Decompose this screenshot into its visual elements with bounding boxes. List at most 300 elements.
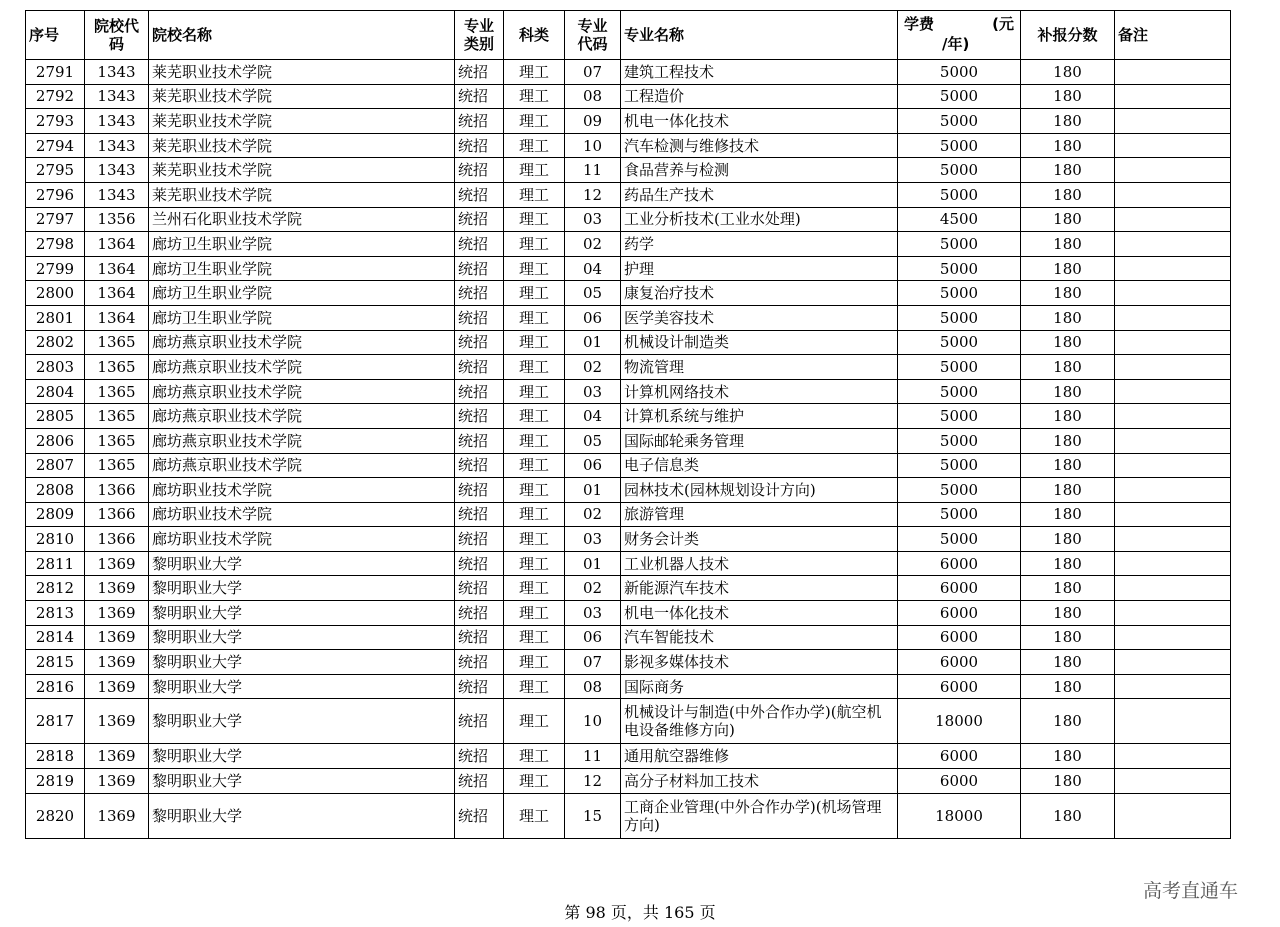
cell-major-code: 15 bbox=[565, 793, 621, 838]
table-row bbox=[26, 625, 1231, 650]
cell-score: 180 bbox=[1021, 60, 1115, 85]
cell-seq: 2799 bbox=[26, 256, 85, 281]
cell-major-type: 统招 bbox=[455, 478, 504, 503]
cell-seq: 2812 bbox=[26, 576, 85, 601]
cell-tuition: 6000 bbox=[898, 769, 1021, 794]
cell-major-name: 机械设计制造类 bbox=[621, 330, 898, 355]
cell-score: 180 bbox=[1021, 305, 1115, 330]
cell-note bbox=[1115, 793, 1231, 838]
cell-school-code: 1364 bbox=[85, 281, 149, 306]
cell-tuition: 5000 bbox=[898, 256, 1021, 281]
cell-school-name: 莱芜职业技术学院 bbox=[149, 84, 455, 109]
cell-seq: 2791 bbox=[26, 60, 85, 85]
cell-tuition: 6000 bbox=[898, 601, 1021, 626]
cell-score: 180 bbox=[1021, 699, 1115, 744]
header-seq: 序号 bbox=[26, 11, 85, 60]
cell-major-name: 康复治疗技术 bbox=[621, 281, 898, 306]
cell-tuition: 5000 bbox=[898, 330, 1021, 355]
cell-major-code: 01 bbox=[565, 330, 621, 355]
cell-major-code: 02 bbox=[565, 355, 621, 380]
cell-major-name: 通用航空器维修 bbox=[621, 744, 898, 769]
cell-school-name: 廊坊卫生职业学院 bbox=[149, 256, 455, 281]
cell-score: 180 bbox=[1021, 793, 1115, 838]
cell-seq: 2806 bbox=[26, 428, 85, 453]
cell-school-name: 黎明职业大学 bbox=[149, 793, 455, 838]
cell-note bbox=[1115, 699, 1231, 744]
cell-major-code: 06 bbox=[565, 453, 621, 478]
cell-seq: 2793 bbox=[26, 109, 85, 134]
cell-major-type: 统招 bbox=[455, 674, 504, 699]
cell-category: 理工 bbox=[504, 601, 565, 626]
cell-score: 180 bbox=[1021, 674, 1115, 699]
table-row bbox=[26, 330, 1231, 355]
cell-seq: 2817 bbox=[26, 699, 85, 744]
cell-note bbox=[1115, 158, 1231, 183]
cell-major-code: 03 bbox=[565, 601, 621, 626]
cell-major-name: 影视多媒体技术 bbox=[621, 650, 898, 675]
cell-note bbox=[1115, 379, 1231, 404]
cell-tuition: 5000 bbox=[898, 182, 1021, 207]
cell-category: 理工 bbox=[504, 674, 565, 699]
cell-note bbox=[1115, 256, 1231, 281]
cell-category: 理工 bbox=[504, 404, 565, 429]
cell-major-name: 汽车检测与维修技术 bbox=[621, 133, 898, 158]
table-row bbox=[26, 355, 1231, 380]
cell-major-type: 统招 bbox=[455, 84, 504, 109]
header-tuition: 学费 (元 /年) bbox=[898, 11, 1021, 60]
cell-seq: 2810 bbox=[26, 527, 85, 552]
cell-school-name: 黎明职业大学 bbox=[149, 601, 455, 626]
cell-note bbox=[1115, 744, 1231, 769]
cell-seq: 2795 bbox=[26, 158, 85, 183]
table-row bbox=[26, 182, 1231, 207]
cell-score: 180 bbox=[1021, 428, 1115, 453]
cell-school-code: 1343 bbox=[85, 182, 149, 207]
cell-school-name: 廊坊职业技术学院 bbox=[149, 478, 455, 503]
cell-school-name: 黎明职业大学 bbox=[149, 769, 455, 794]
cell-school-name: 廊坊卫生职业学院 bbox=[149, 232, 455, 257]
cell-tuition: 5000 bbox=[898, 109, 1021, 134]
cell-note bbox=[1115, 207, 1231, 232]
cell-score: 180 bbox=[1021, 404, 1115, 429]
cell-major-name: 药学 bbox=[621, 232, 898, 257]
cell-school-code: 1365 bbox=[85, 404, 149, 429]
cell-note bbox=[1115, 650, 1231, 675]
cell-major-code: 04 bbox=[565, 404, 621, 429]
cell-major-type: 统招 bbox=[455, 576, 504, 601]
cell-note bbox=[1115, 551, 1231, 576]
cell-score: 180 bbox=[1021, 256, 1115, 281]
cell-note bbox=[1115, 330, 1231, 355]
cell-score: 180 bbox=[1021, 182, 1115, 207]
cell-category: 理工 bbox=[504, 551, 565, 576]
cell-note bbox=[1115, 232, 1231, 257]
cell-seq: 2808 bbox=[26, 478, 85, 503]
cell-tuition: 4500 bbox=[898, 207, 1021, 232]
cell-seq: 2814 bbox=[26, 625, 85, 650]
cell-note bbox=[1115, 428, 1231, 453]
cell-seq: 2803 bbox=[26, 355, 85, 380]
cell-major-type: 统招 bbox=[455, 527, 504, 552]
cell-school-name: 廊坊职业技术学院 bbox=[149, 502, 455, 527]
cell-note bbox=[1115, 527, 1231, 552]
table-row bbox=[26, 650, 1231, 675]
cell-tuition: 5000 bbox=[898, 527, 1021, 552]
cell-category: 理工 bbox=[504, 355, 565, 380]
watermark: 高考直通车 bbox=[1143, 880, 1239, 902]
cell-school-code: 1365 bbox=[85, 379, 149, 404]
cell-note bbox=[1115, 625, 1231, 650]
cell-tuition: 5000 bbox=[898, 281, 1021, 306]
cell-tuition: 6000 bbox=[898, 650, 1021, 675]
cell-note bbox=[1115, 769, 1231, 794]
cell-seq: 2807 bbox=[26, 453, 85, 478]
cell-category: 理工 bbox=[504, 232, 565, 257]
cell-school-name: 莱芜职业技术学院 bbox=[149, 109, 455, 134]
cell-seq: 2818 bbox=[26, 744, 85, 769]
table-row bbox=[26, 601, 1231, 626]
cell-school-name: 廊坊燕京职业技术学院 bbox=[149, 330, 455, 355]
cell-school-name: 莱芜职业技术学院 bbox=[149, 60, 455, 85]
cell-school-code: 1365 bbox=[85, 330, 149, 355]
cell-major-name: 药品生产技术 bbox=[621, 182, 898, 207]
cell-school-name: 廊坊燕京职业技术学院 bbox=[149, 355, 455, 380]
cell-seq: 2798 bbox=[26, 232, 85, 257]
cell-category: 理工 bbox=[504, 699, 565, 744]
cell-score: 180 bbox=[1021, 355, 1115, 380]
cell-school-code: 1369 bbox=[85, 699, 149, 744]
header-major-name: 专业名称 bbox=[621, 11, 898, 60]
cell-major-name: 工业分析技术(工业水处理) bbox=[621, 207, 898, 232]
cell-major-code: 02 bbox=[565, 576, 621, 601]
cell-school-code: 1343 bbox=[85, 109, 149, 134]
cell-school-code: 1364 bbox=[85, 232, 149, 257]
cell-major-name: 工商企业管理(中外合作办学)(机场管理方向) bbox=[621, 793, 898, 838]
cell-category: 理工 bbox=[504, 109, 565, 134]
cell-category: 理工 bbox=[504, 84, 565, 109]
cell-score: 180 bbox=[1021, 84, 1115, 109]
header-category: 科类 bbox=[504, 11, 565, 60]
cell-score: 180 bbox=[1021, 109, 1115, 134]
table-row bbox=[26, 478, 1231, 503]
cell-major-name: 财务会计类 bbox=[621, 527, 898, 552]
cell-note bbox=[1115, 109, 1231, 134]
cell-category: 理工 bbox=[504, 744, 565, 769]
cell-major-type: 统招 bbox=[455, 355, 504, 380]
cell-tuition: 5000 bbox=[898, 379, 1021, 404]
cell-school-name: 莱芜职业技术学院 bbox=[149, 182, 455, 207]
table-row bbox=[26, 502, 1231, 527]
cell-note bbox=[1115, 453, 1231, 478]
cell-major-name: 计算机网络技术 bbox=[621, 379, 898, 404]
cell-major-name: 医学美容技术 bbox=[621, 305, 898, 330]
cell-note bbox=[1115, 601, 1231, 626]
cell-major-type: 统招 bbox=[455, 404, 504, 429]
cell-major-name: 护理 bbox=[621, 256, 898, 281]
cell-note bbox=[1115, 502, 1231, 527]
cell-seq: 2809 bbox=[26, 502, 85, 527]
cell-school-code: 1343 bbox=[85, 84, 149, 109]
cell-tuition: 5000 bbox=[898, 60, 1021, 85]
cell-major-code: 02 bbox=[565, 502, 621, 527]
cell-major-code: 05 bbox=[565, 281, 621, 306]
table-row bbox=[26, 744, 1231, 769]
cell-seq: 2794 bbox=[26, 133, 85, 158]
header-note: 备注 bbox=[1115, 11, 1231, 60]
cell-school-code: 1369 bbox=[85, 769, 149, 794]
table-row bbox=[26, 84, 1231, 109]
cell-category: 理工 bbox=[504, 330, 565, 355]
cell-score: 180 bbox=[1021, 527, 1115, 552]
cell-major-name: 电子信息类 bbox=[621, 453, 898, 478]
cell-major-type: 统招 bbox=[455, 502, 504, 527]
cell-school-code: 1369 bbox=[85, 674, 149, 699]
cell-note bbox=[1115, 60, 1231, 85]
cell-seq: 2804 bbox=[26, 379, 85, 404]
cell-note bbox=[1115, 182, 1231, 207]
table-row bbox=[26, 379, 1231, 404]
cell-note bbox=[1115, 84, 1231, 109]
cell-school-name: 廊坊卫生职业学院 bbox=[149, 281, 455, 306]
cell-category: 理工 bbox=[504, 478, 565, 503]
cell-major-code: 11 bbox=[565, 744, 621, 769]
cell-category: 理工 bbox=[504, 305, 565, 330]
cell-category: 理工 bbox=[504, 625, 565, 650]
cell-major-name: 园林技术(园林规划设计方向) bbox=[621, 478, 898, 503]
cell-school-code: 1365 bbox=[85, 355, 149, 380]
cell-seq: 2805 bbox=[26, 404, 85, 429]
cell-school-code: 1365 bbox=[85, 428, 149, 453]
cell-tuition: 5000 bbox=[898, 133, 1021, 158]
cell-category: 理工 bbox=[504, 256, 565, 281]
cell-tuition: 5000 bbox=[898, 305, 1021, 330]
cell-major-code: 04 bbox=[565, 256, 621, 281]
cell-major-code: 06 bbox=[565, 625, 621, 650]
cell-major-name: 高分子材料加工技术 bbox=[621, 769, 898, 794]
table-row bbox=[26, 428, 1231, 453]
cell-seq: 2816 bbox=[26, 674, 85, 699]
cell-score: 180 bbox=[1021, 133, 1115, 158]
cell-category: 理工 bbox=[504, 650, 565, 675]
cell-tuition: 5000 bbox=[898, 84, 1021, 109]
cell-tuition: 6000 bbox=[898, 674, 1021, 699]
cell-tuition: 5000 bbox=[898, 232, 1021, 257]
table-body bbox=[26, 60, 1231, 839]
cell-major-type: 统招 bbox=[455, 601, 504, 626]
cell-score: 180 bbox=[1021, 207, 1115, 232]
cell-seq: 2819 bbox=[26, 769, 85, 794]
table-row bbox=[26, 793, 1231, 838]
cell-tuition: 6000 bbox=[898, 625, 1021, 650]
header-score: 补报分数 bbox=[1021, 11, 1115, 60]
cell-school-code: 1369 bbox=[85, 744, 149, 769]
cell-school-code: 1343 bbox=[85, 133, 149, 158]
cell-seq: 2800 bbox=[26, 281, 85, 306]
cell-seq: 2797 bbox=[26, 207, 85, 232]
cell-seq: 2801 bbox=[26, 305, 85, 330]
cell-major-type: 统招 bbox=[455, 744, 504, 769]
cell-category: 理工 bbox=[504, 502, 565, 527]
cell-score: 180 bbox=[1021, 769, 1115, 794]
cell-school-code: 1369 bbox=[85, 793, 149, 838]
cell-score: 180 bbox=[1021, 601, 1115, 626]
cell-major-code: 06 bbox=[565, 305, 621, 330]
cell-category: 理工 bbox=[504, 182, 565, 207]
cell-school-name: 兰州石化职业技术学院 bbox=[149, 207, 455, 232]
cell-school-name: 黎明职业大学 bbox=[149, 744, 455, 769]
header-major-code: 专业 代码 bbox=[565, 11, 621, 60]
cell-score: 180 bbox=[1021, 478, 1115, 503]
cell-tuition: 18000 bbox=[898, 793, 1021, 838]
cell-major-code: 07 bbox=[565, 60, 621, 85]
cell-seq: 2792 bbox=[26, 84, 85, 109]
cell-note bbox=[1115, 404, 1231, 429]
cell-school-name: 廊坊燕京职业技术学院 bbox=[149, 404, 455, 429]
cell-school-name: 廊坊燕京职业技术学院 bbox=[149, 453, 455, 478]
cell-school-code: 1356 bbox=[85, 207, 149, 232]
cell-major-code: 07 bbox=[565, 650, 621, 675]
cell-major-type: 统招 bbox=[455, 699, 504, 744]
cell-category: 理工 bbox=[504, 379, 565, 404]
cell-seq: 2815 bbox=[26, 650, 85, 675]
cell-category: 理工 bbox=[504, 576, 565, 601]
cell-major-code: 03 bbox=[565, 207, 621, 232]
cell-category: 理工 bbox=[504, 281, 565, 306]
cell-major-type: 统招 bbox=[455, 428, 504, 453]
cell-school-code: 1369 bbox=[85, 576, 149, 601]
cell-school-code: 1366 bbox=[85, 527, 149, 552]
cell-tuition: 5000 bbox=[898, 355, 1021, 380]
cell-major-code: 12 bbox=[565, 769, 621, 794]
cell-note bbox=[1115, 281, 1231, 306]
cell-score: 180 bbox=[1021, 576, 1115, 601]
cell-major-code: 01 bbox=[565, 478, 621, 503]
cell-major-code: 12 bbox=[565, 182, 621, 207]
table-row bbox=[26, 527, 1231, 552]
cell-note bbox=[1115, 133, 1231, 158]
cell-school-name: 廊坊燕京职业技术学院 bbox=[149, 379, 455, 404]
cell-seq: 2813 bbox=[26, 601, 85, 626]
cell-tuition: 5000 bbox=[898, 404, 1021, 429]
cell-school-code: 1343 bbox=[85, 158, 149, 183]
cell-major-type: 统招 bbox=[455, 109, 504, 134]
cell-tuition: 5000 bbox=[898, 502, 1021, 527]
cell-note bbox=[1115, 674, 1231, 699]
cell-school-code: 1369 bbox=[85, 601, 149, 626]
table-row bbox=[26, 281, 1231, 306]
cell-major-code: 05 bbox=[565, 428, 621, 453]
cell-major-type: 统招 bbox=[455, 207, 504, 232]
cell-major-name: 国际邮轮乘务管理 bbox=[621, 428, 898, 453]
cell-major-name: 机电一体化技术 bbox=[621, 109, 898, 134]
table-row bbox=[26, 551, 1231, 576]
cell-major-name: 计算机系统与维护 bbox=[621, 404, 898, 429]
table-row bbox=[26, 576, 1231, 601]
cell-tuition: 5000 bbox=[898, 158, 1021, 183]
cell-tuition: 5000 bbox=[898, 453, 1021, 478]
cell-category: 理工 bbox=[504, 207, 565, 232]
cell-major-type: 统招 bbox=[455, 60, 504, 85]
cell-school-name: 黎明职业大学 bbox=[149, 674, 455, 699]
table-row bbox=[26, 453, 1231, 478]
table-row bbox=[26, 404, 1231, 429]
table-row bbox=[26, 232, 1231, 257]
cell-school-code: 1366 bbox=[85, 502, 149, 527]
cell-score: 180 bbox=[1021, 551, 1115, 576]
cell-score: 180 bbox=[1021, 625, 1115, 650]
cell-school-code: 1369 bbox=[85, 551, 149, 576]
cell-major-code: 10 bbox=[565, 699, 621, 744]
cell-school-name: 廊坊燕京职业技术学院 bbox=[149, 428, 455, 453]
cell-school-code: 1369 bbox=[85, 650, 149, 675]
cell-major-code: 03 bbox=[565, 527, 621, 552]
cell-major-name: 机电一体化技术 bbox=[621, 601, 898, 626]
cell-major-code: 11 bbox=[565, 158, 621, 183]
cell-tuition: 18000 bbox=[898, 699, 1021, 744]
cell-school-code: 1343 bbox=[85, 60, 149, 85]
table-row bbox=[26, 769, 1231, 794]
cell-major-name: 国际商务 bbox=[621, 674, 898, 699]
cell-major-type: 统招 bbox=[455, 330, 504, 355]
cell-major-type: 统招 bbox=[455, 232, 504, 257]
cell-note bbox=[1115, 576, 1231, 601]
cell-tuition: 6000 bbox=[898, 576, 1021, 601]
cell-major-code: 10 bbox=[565, 133, 621, 158]
cell-note bbox=[1115, 478, 1231, 503]
cell-tuition: 6000 bbox=[898, 551, 1021, 576]
cell-score: 180 bbox=[1021, 281, 1115, 306]
cell-major-type: 统招 bbox=[455, 650, 504, 675]
table-row bbox=[26, 60, 1231, 85]
cell-major-code: 01 bbox=[565, 551, 621, 576]
cell-school-code: 1366 bbox=[85, 478, 149, 503]
cell-school-name: 黎明职业大学 bbox=[149, 625, 455, 650]
cell-school-name: 黎明职业大学 bbox=[149, 699, 455, 744]
cell-seq: 2796 bbox=[26, 182, 85, 207]
cell-major-type: 统招 bbox=[455, 305, 504, 330]
cell-major-name: 食品营养与检测 bbox=[621, 158, 898, 183]
cell-major-type: 统招 bbox=[455, 793, 504, 838]
table-row bbox=[26, 305, 1231, 330]
cell-tuition: 5000 bbox=[898, 478, 1021, 503]
cell-category: 理工 bbox=[504, 133, 565, 158]
cell-major-type: 统招 bbox=[455, 281, 504, 306]
cell-category: 理工 bbox=[504, 793, 565, 838]
cell-major-type: 统招 bbox=[455, 256, 504, 281]
cell-seq: 2820 bbox=[26, 793, 85, 838]
cell-score: 180 bbox=[1021, 744, 1115, 769]
cell-score: 180 bbox=[1021, 650, 1115, 675]
cell-major-name: 汽车智能技术 bbox=[621, 625, 898, 650]
admissions-table bbox=[25, 10, 1231, 839]
table-row bbox=[26, 109, 1231, 134]
cell-category: 理工 bbox=[504, 527, 565, 552]
cell-score: 180 bbox=[1021, 379, 1115, 404]
cell-school-name: 黎明职业大学 bbox=[149, 576, 455, 601]
cell-major-name: 机械设计与制造(中外合作办学)(航空机电设备维修方向) bbox=[621, 699, 898, 744]
cell-school-code: 1364 bbox=[85, 256, 149, 281]
cell-school-code: 1364 bbox=[85, 305, 149, 330]
cell-major-name: 旅游管理 bbox=[621, 502, 898, 527]
header-school-code: 院校代 码 bbox=[85, 11, 149, 60]
cell-major-type: 统招 bbox=[455, 158, 504, 183]
cell-score: 180 bbox=[1021, 330, 1115, 355]
cell-school-name: 莱芜职业技术学院 bbox=[149, 158, 455, 183]
cell-seq: 2802 bbox=[26, 330, 85, 355]
cell-major-type: 统招 bbox=[455, 625, 504, 650]
page-footer: 第 98 页，共 165 页 bbox=[564, 903, 716, 922]
table-row bbox=[26, 207, 1231, 232]
